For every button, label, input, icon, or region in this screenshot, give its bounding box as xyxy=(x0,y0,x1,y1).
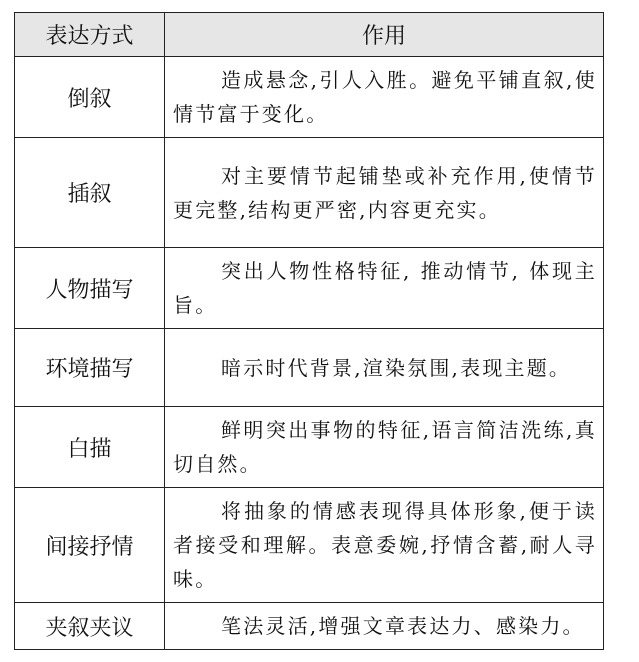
description-text: 暗示时代背景,渲染氛围,表现主题。 xyxy=(221,355,572,380)
table-row xyxy=(15,407,604,488)
description-text: 造成悬念,引人入胜。避免平铺直叙,使情节富于变化。 xyxy=(173,68,597,126)
description-cell xyxy=(165,407,604,488)
description-cell xyxy=(165,329,604,407)
table-row xyxy=(15,57,604,138)
description-cell xyxy=(165,488,604,603)
description-text: 鲜明突出事物的特征,语言简洁洗练,真切自然。 xyxy=(173,418,597,476)
term-cell: 间接抒情 xyxy=(15,488,165,603)
description-text: 笔法灵活,增强文章表达力、感染力。 xyxy=(221,614,585,638)
description-text: 对主要情节起铺垫或补充作用,使情节更完整,结构更严密,内容更充实。 xyxy=(173,163,597,222)
description-cell xyxy=(165,603,604,650)
description-cell xyxy=(165,138,604,248)
term-cell: 白描 xyxy=(15,407,165,488)
header-row xyxy=(15,13,604,57)
table-row xyxy=(15,329,604,407)
term-cell: 环境描写 xyxy=(15,329,165,407)
header-function: 作用 xyxy=(165,13,604,57)
term-cell: 插叙 xyxy=(15,138,165,248)
table-row xyxy=(15,248,604,329)
term-cell: 夹叙夹议 xyxy=(15,603,165,650)
table-row xyxy=(15,138,604,248)
description-text: 将抽象的情感表现得具体形象,便于读者接受和理解。表意委婉,抒情含蓄,耐人寻味。 xyxy=(173,499,597,591)
table-row xyxy=(15,488,604,603)
header-method: 表达方式 xyxy=(15,13,165,57)
description-cell xyxy=(165,248,604,329)
table-row xyxy=(15,603,604,650)
term-cell: 倒叙 xyxy=(15,57,165,138)
term-cell: 人物描写 xyxy=(15,248,165,329)
expression-methods-table xyxy=(14,12,604,650)
description-text: 突出人物性格特征, 推动情节, 体现主旨。 xyxy=(173,259,597,317)
description-cell xyxy=(165,57,604,138)
